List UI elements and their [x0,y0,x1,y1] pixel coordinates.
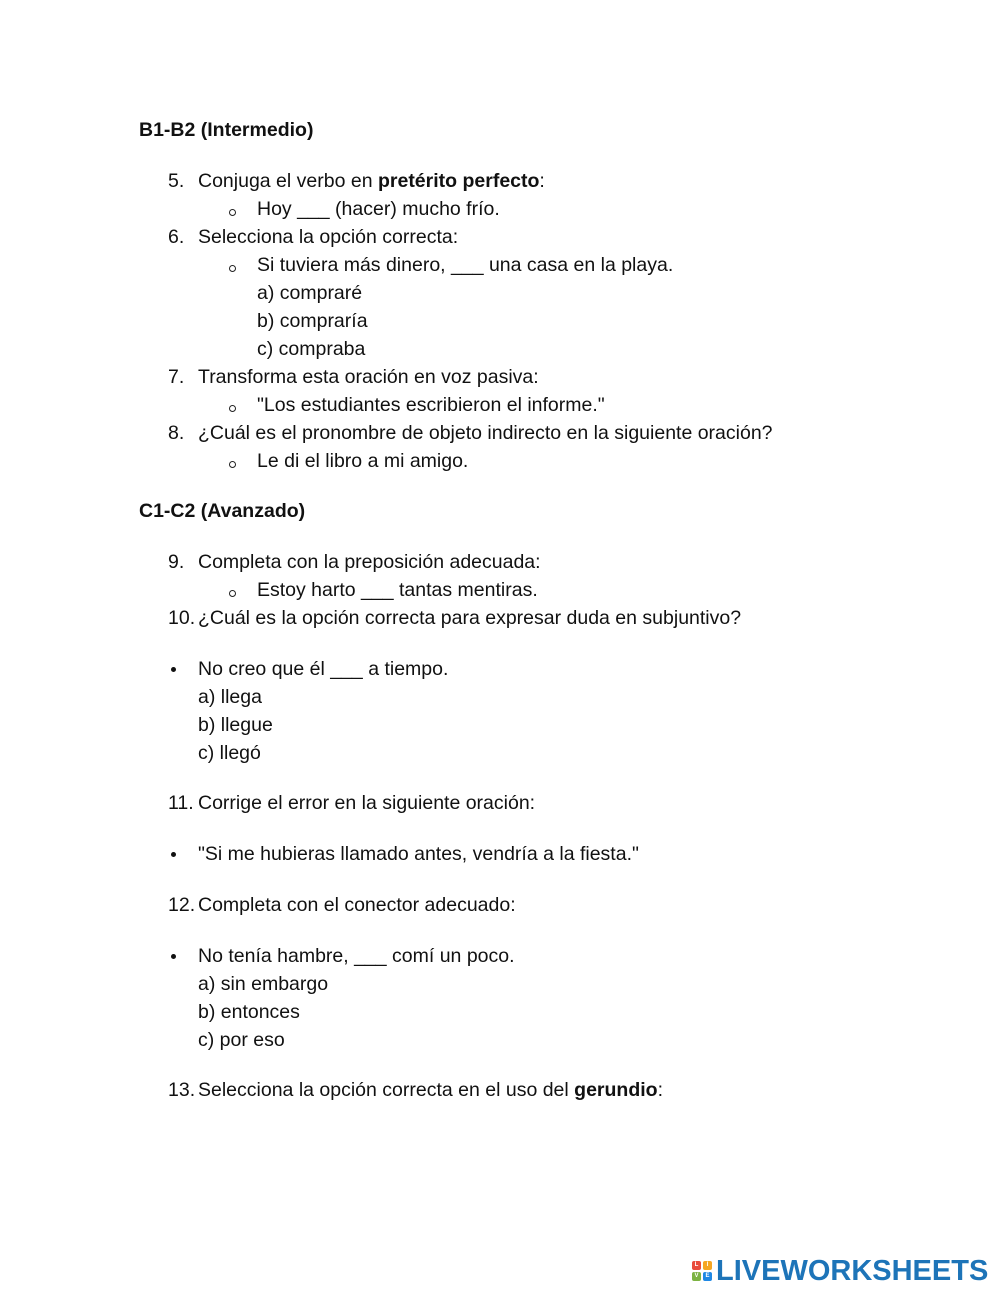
logo-tile: L [692,1261,701,1270]
logo-tile: V [692,1272,701,1281]
question-number: 6. [168,226,185,248]
question-5-text: Conjuga el verbo en pretérito perfecto: [198,170,545,192]
question-number: 13. [168,1079,196,1101]
circle-bullet-icon [229,209,236,216]
liveworksheets-logo[interactable] [692,1254,988,1288]
question-7-item: "Los estudiantes escribieron el informe." [257,394,605,416]
question-11-text: Corrige el error en la siguiente oración: [198,792,536,814]
option-b: b) llegue [198,714,273,736]
question-number: 12. [168,894,196,916]
section-heading-b1b2: B1-B2 (Intermedio) [139,119,314,141]
logo-text: LIVEWORKSHEETS [716,1254,989,1287]
question-5-item: Hoy ___ (hacer) mucho frío. [257,198,500,220]
bullet-icon [171,667,176,672]
question-13-text: Selecciona la opción correcta en el uso del gerundio: [198,1079,663,1101]
question-number: 11. [168,792,194,814]
question-9-text: Completa con la preposición adecuada: [198,551,541,573]
option-b: b) entonces [198,1001,300,1023]
option-c: c) compraba [257,338,366,360]
question-number: 10. [168,607,196,629]
bullet-icon [171,954,176,959]
logo-tile: I [703,1261,712,1270]
option-c: c) por eso [198,1029,285,1051]
question-12-text: Completa con el conector adecuado: [198,894,516,916]
question-6-text: Selecciona la opción correcta: [198,226,459,248]
option-b: b) compraría [257,310,368,332]
option-a: a) compraré [257,282,363,304]
question-number: 8. [168,422,185,444]
circle-bullet-icon [229,590,236,597]
option-a: a) llega [198,686,262,708]
question-12-item: No tenía hambre, ___ comí un poco. [198,945,515,967]
option-a: a) sin embargo [198,973,329,995]
question-9-item: Estoy harto ___ tantas mentiras. [257,579,538,601]
circle-bullet-icon [229,405,236,412]
circle-bullet-icon [229,265,236,272]
question-7-text: Transforma esta oración en voz pasiva: [198,366,539,388]
logo-grid-icon [692,1261,712,1281]
question-8-item: Le di el libro a mi amigo. [257,450,469,472]
section-heading-c1c2: C1-C2 (Avanzado) [139,500,306,522]
circle-bullet-icon [229,461,236,468]
question-10-text: ¿Cuál es la opción correcta para expresar duda en subjuntivo? [198,607,742,629]
question-10-item: No creo que él ___ a tiempo. [198,658,449,680]
question-11-item: "Si me hubieras llamado antes, vendría a la fiesta." [198,843,639,865]
question-6-item: Si tuviera más dinero, ___ una casa en la playa. [257,254,674,276]
bullet-icon [171,852,176,857]
question-8-text: ¿Cuál es el pronombre de objeto indirecto en la siguiente oración? [198,422,773,444]
question-number: 7. [168,366,185,388]
option-c: c) llegó [198,742,261,764]
question-number: 9. [168,551,185,573]
question-number: 5. [168,170,185,192]
logo-tile: E [703,1272,712,1281]
